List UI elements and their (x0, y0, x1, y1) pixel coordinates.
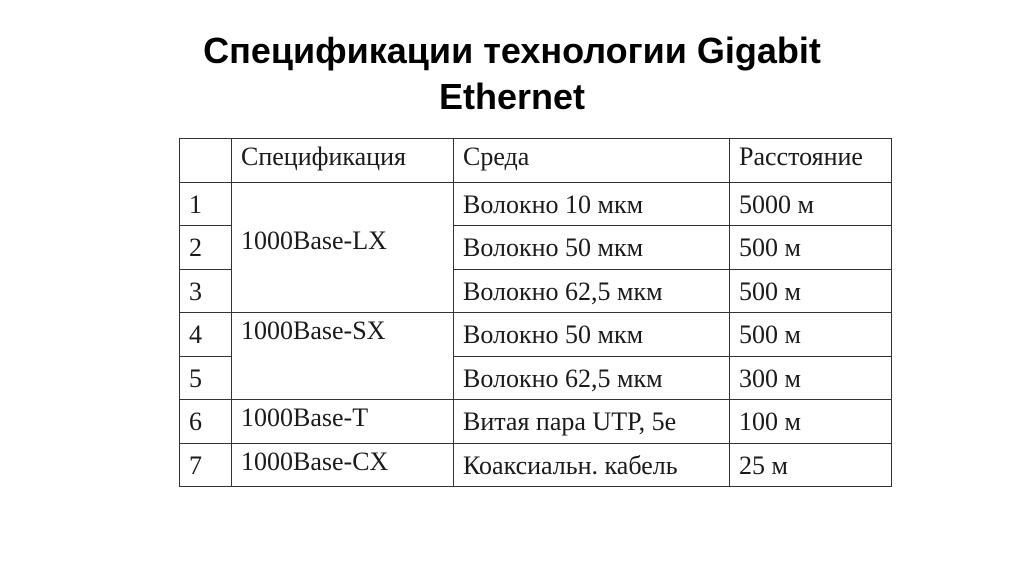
medium-cell: Волокно 10 мкм (454, 182, 730, 226)
row-number: 2 (180, 226, 232, 270)
medium-cell: Волокно 50 мкм (454, 226, 730, 270)
title-line-2: Ethernet (438, 76, 586, 117)
page-title (0, 28, 1024, 120)
table-row (180, 313, 892, 357)
spec-label: 1000Base-LX (241, 226, 387, 256)
medium-cell: Волокно 62,5 мкм (454, 356, 730, 400)
distance-cell: 500 м (730, 269, 892, 313)
header-cell-medium: Среда (454, 139, 730, 183)
table-header-row (180, 139, 892, 183)
distance-cell: 5000 м (730, 182, 892, 226)
spec-cell (232, 313, 454, 400)
distance-cell: 500 м (730, 226, 892, 270)
title-line-1: Спецификации технологии Gigabit (203, 30, 821, 71)
medium-cell: Витая пара UTP, 5e (454, 400, 730, 444)
distance-cell: 300 м (730, 356, 892, 400)
distance-cell: 25 м (730, 443, 892, 487)
row-number: 1 (180, 182, 232, 226)
medium-cell: Волокно 50 мкм (454, 313, 730, 357)
row-number: 5 (180, 356, 232, 400)
spec-label: 1000Base-SX (241, 316, 386, 345)
medium-cell: Коаксиальн. кабель (454, 443, 730, 487)
spec-label: 1000Base-T (241, 403, 369, 432)
spec-cell (232, 443, 454, 487)
table-row (180, 400, 892, 444)
header-cell-distance: Расстояние (730, 139, 892, 183)
medium-cell: Волокно 62,5 мкм (454, 269, 730, 313)
row-number: 3 (180, 269, 232, 313)
spec-cell (232, 400, 454, 444)
table-row (180, 182, 892, 226)
row-number: 6 (180, 400, 232, 444)
header-cell-number (180, 139, 232, 183)
spec-label: 1000Base-CX (241, 446, 389, 476)
table-row (180, 443, 892, 487)
distance-cell: 100 м (730, 400, 892, 444)
header-cell-spec: Спецификация (232, 139, 454, 183)
spec-table (179, 138, 892, 487)
distance-cell: 500 м (730, 313, 892, 357)
spec-cell (232, 182, 454, 313)
row-number: 7 (180, 443, 232, 487)
row-number: 4 (180, 313, 232, 357)
